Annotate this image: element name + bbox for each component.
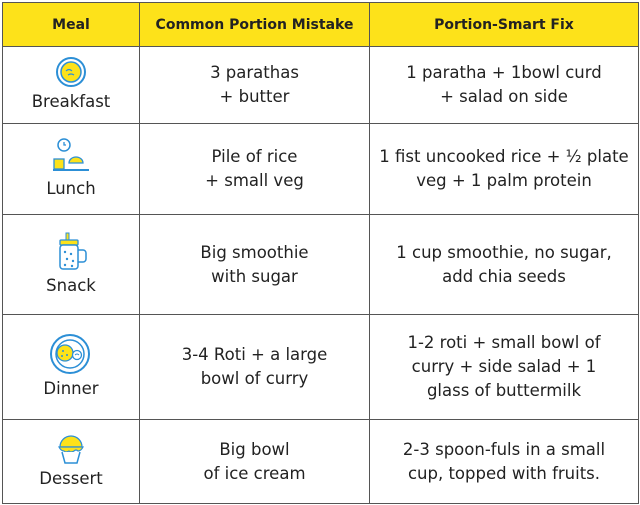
meal-label: Breakfast <box>31 92 111 111</box>
plate-with-roti-icon <box>49 333 93 375</box>
fix-cell <box>370 124 639 215</box>
fix-cell <box>370 420 639 504</box>
mistake-text: of ice cream <box>203 463 306 483</box>
table-row <box>3 47 639 124</box>
plate-with-paratha-icon <box>54 56 88 88</box>
fix-text: 1-2 roti + small bowl of <box>407 333 601 352</box>
fix-text: 1 cup smoothie, no sugar, <box>396 242 612 262</box>
meal-label: Lunch <box>46 179 96 198</box>
header-mistake: Common Portion Mistake <box>140 3 370 47</box>
ice-cream-cup-icon <box>54 433 88 465</box>
meal-cell <box>3 47 140 124</box>
mistake-text: Big smoothie <box>200 242 309 262</box>
mistake-text: + small veg <box>205 171 304 190</box>
fix-text: add chia seeds <box>442 266 566 286</box>
fix-text: 1 paratha + 1bowl curd <box>406 63 602 82</box>
mistake-text: 3 parathas <box>210 63 299 82</box>
mistake-cell <box>140 124 370 215</box>
clock-and-tray-icon <box>51 137 91 175</box>
mistake-text: 3-4 Roti + a large <box>181 345 328 364</box>
meal-cell <box>3 215 140 315</box>
fix-cell <box>370 315 639 420</box>
fix-cell <box>370 215 639 315</box>
meal-cell <box>3 420 140 504</box>
meal-cell <box>3 124 140 215</box>
fix-text: veg + 1 palm protein <box>416 171 592 190</box>
mistake-text: + butter <box>219 87 290 106</box>
smoothie-jar-icon <box>53 232 89 272</box>
meal-label: Dessert <box>39 468 103 488</box>
table-row <box>3 124 639 215</box>
fix-cell <box>370 47 639 124</box>
fix-text: curry + side salad + 1 <box>411 357 597 376</box>
fix-text: + salad on side <box>440 87 568 106</box>
mistake-cell <box>140 420 370 504</box>
table-row <box>3 420 639 504</box>
portion-table <box>2 2 639 504</box>
mistake-cell <box>140 215 370 315</box>
header-meal: Meal <box>3 3 140 47</box>
mistake-cell <box>140 315 370 420</box>
fix-text: glass of buttermilk <box>426 381 582 400</box>
fix-text: 1 fist uncooked rice + ½ plate <box>379 147 629 166</box>
fix-text: cup, topped with fruits. <box>407 463 601 483</box>
fix-text: 2-3 spoon-fuls in a small <box>402 439 606 459</box>
mistake-text: bowl of curry <box>200 369 309 388</box>
meal-label: Snack <box>46 275 96 295</box>
meal-label: Dinner <box>43 379 99 398</box>
table-row <box>3 315 639 420</box>
mistake-cell <box>140 47 370 124</box>
meal-cell <box>3 315 140 420</box>
table-header <box>3 3 639 47</box>
mistake-text: Pile of rice <box>211 147 298 166</box>
mistake-text: with sugar <box>211 266 298 286</box>
header-fix: Portion-Smart Fix <box>370 3 639 47</box>
table-row <box>3 215 639 315</box>
mistake-text: Big bowl <box>219 439 290 459</box>
